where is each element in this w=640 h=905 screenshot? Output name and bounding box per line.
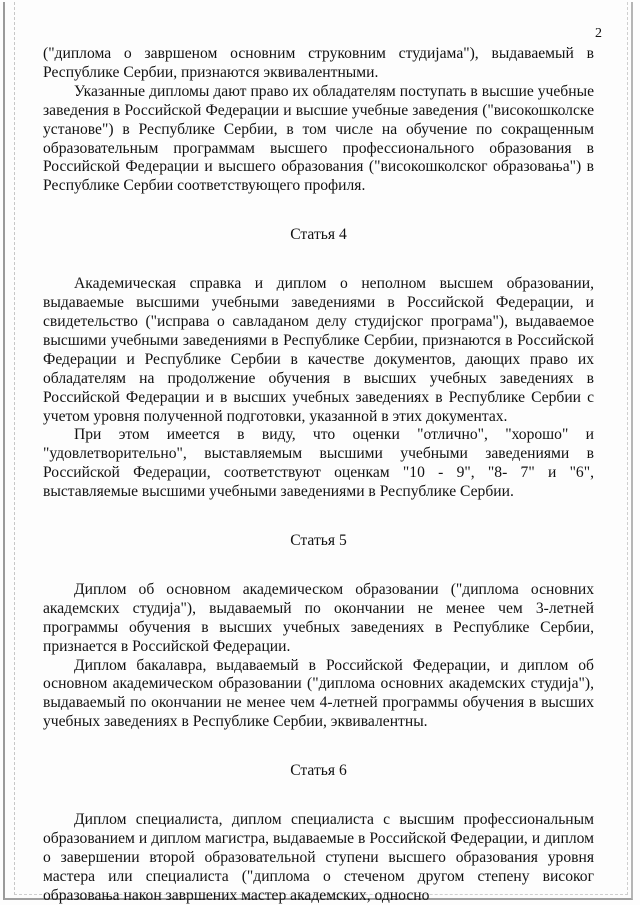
- article-5-paragraph-2: Диплом бакалавра, выдаваемый в Российской Федерации, и диплом об основном академическом образовании ("диплома основних академских студија"), выдаваемый по окончании не менее чем 4-летней программы обучения в высших учебных заведениях в Республике Сербии, эквивалентны.: [43, 656, 594, 731]
- article-4-paragraph-1: Академическая справка и диплом о неполном высшем образовании, выдаваемые высшими учебными заведениями в Российской Федерации, и свидетельство ("исправа о савладаном делу студијског програма"), выдаваемое высшими учебными заведениями в Республике Сербии, признаются в Российской Федерации и Республике Сербии в качестве документов, дающих право их обладателям на продолжение обучения в высших учебных заведениях в Российской Федерации и в высших учебных заведениях в Республике Сербии с учетом уровня полученной подготовки, указанной в этих документах.: [43, 275, 594, 425]
- article-5-paragraph-1: Диплом об основном академическом образовании ("диплома основних академских студија"), выдаваемый по окончании не менее чем 3-летней программы обучения в высших учебных заведениях в Республике Сербии, признается в Российской Федерации.: [43, 580, 594, 655]
- article-5-heading: Статья 5: [290, 532, 347, 550]
- paragraph-continuation: ("диплома о завршеном основним струковним студијама"), выдаваемый в Республике Сербии, признаются эквивалентными.: [43, 45, 594, 81]
- paragraph-diplomas-rights: Указанные дипломы дают право их обладателям поступать в высшие учебные заведения в Российской Федерации и высшие учебные заведения ("високошколске установе") в Республике Сербии, в том числе на обучение по сокращенным образовательным программам высшего профессионального образования в Российской Федерации и высшего образования ("високошколског образовања") в Республике Сербии соответствующего профиля.: [43, 82, 594, 195]
- article-4-heading: Статья 4: [290, 226, 347, 244]
- article-6-paragraph-1: Диплом специалиста, диплом специалиста с высшим профессиональным образованием и диплом магистра, выдаваемые в Российской Федерации, и диплом о завершении второй образовательной ступени высшего образования уровня мастера или специалиста ("диплома о стеченом другом степену високог образовања након завршених мастер академских, односно: [43, 811, 594, 904]
- article-4-paragraph-2: При этом имеется в виду, что оценки "отлично", "хорошо" и "удовлетворительно", выставляемым высшими учебными заведениями в Российской Федерации, соответствуют оценкам "10 - 9", "8- 7" и "6", выставляемые высшими учебными заведениями в Республике Сербии.: [43, 426, 594, 501]
- page-number: 2: [595, 26, 602, 41]
- article-6-heading: Статья 6: [290, 762, 347, 780]
- document-body: [43, 45, 594, 905]
